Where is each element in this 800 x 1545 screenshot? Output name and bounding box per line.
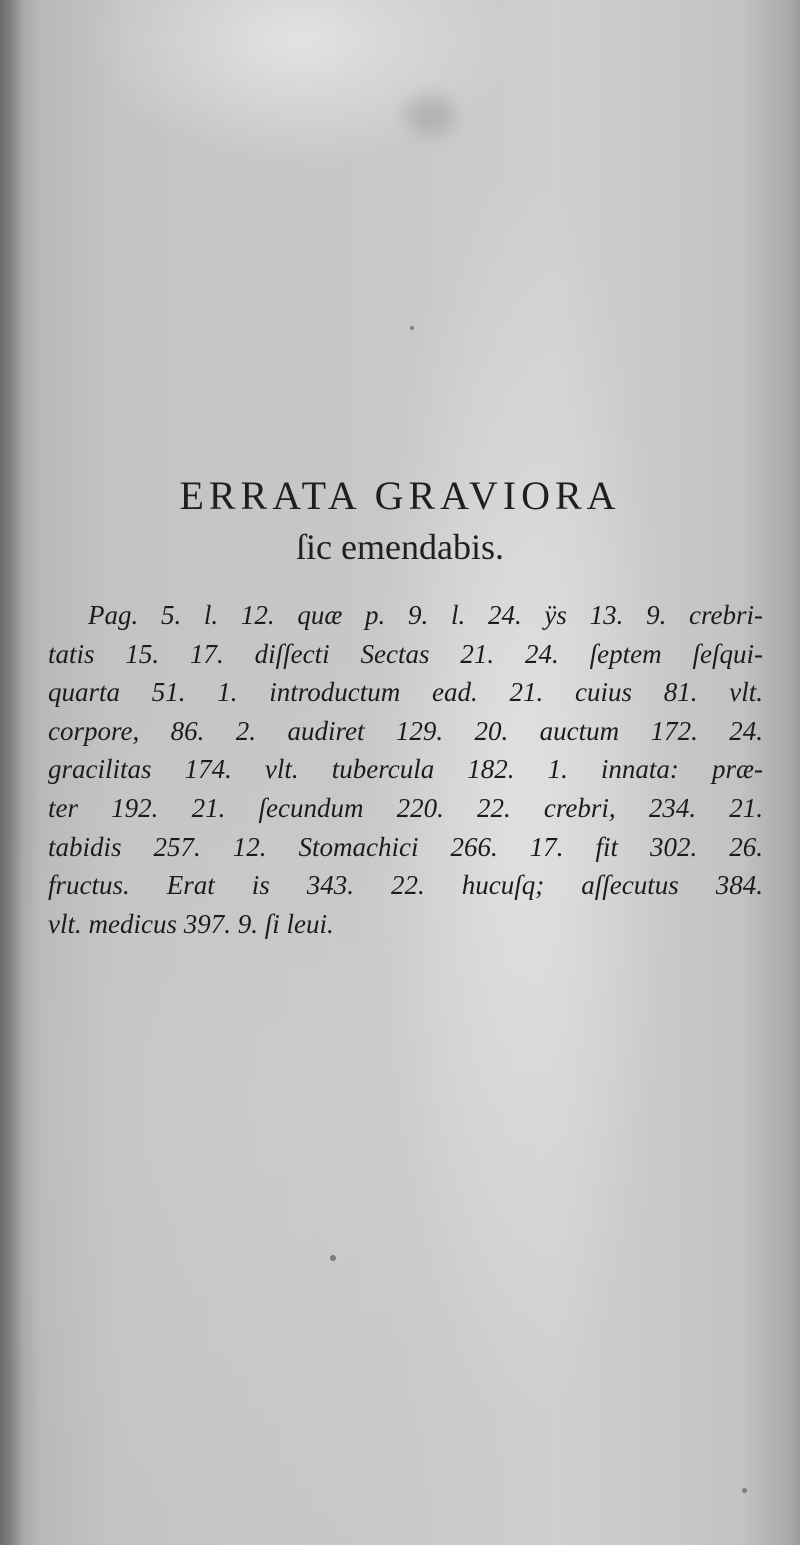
- page-edge-shadow: [0, 0, 22, 1545]
- errata-line: tatis 15. 17. diſſecti Sectas 21. 24. ſeptem ſeſqui-: [48, 638, 763, 669]
- errata-line: vlt. medicus 397. 9. ſi leui.: [48, 908, 334, 939]
- paper-stain: [405, 95, 455, 135]
- paper-speck: [742, 1488, 747, 1493]
- errata-title: ERRATA GRAVIORA: [179, 473, 621, 518]
- errata-subtitle: ſic emendabis.: [296, 527, 504, 567]
- errata-line: quarta 51. 1. introductum ead. 21. cuius 81. vlt.: [48, 677, 763, 708]
- errata-line: fructus. Erat is 343. 22. hucuſq; aſſecutus 384.: [48, 870, 763, 901]
- errata-line: gracilitas 174. vlt. tubercula 182. 1. innata: præ-: [48, 754, 763, 785]
- paper-speck: [330, 1255, 336, 1261]
- paper-speck: [410, 326, 414, 330]
- errata-list: [48, 596, 763, 943]
- errata-line: Pag. 5. l. 12. quæ p. 9. l. 24. ÿs 13. 9. crebri-: [88, 600, 763, 630]
- errata-line: corpore, 86. 2. audiret 129. 20. auctum 172. 24.: [48, 715, 763, 746]
- errata-line: tabidis 257. 12. Stomachici 266. 17. fit 302. 26.: [48, 831, 763, 862]
- errata-line: ter 192. 21. ſecundum 220. 22. crebri, 234. 21.: [48, 792, 763, 823]
